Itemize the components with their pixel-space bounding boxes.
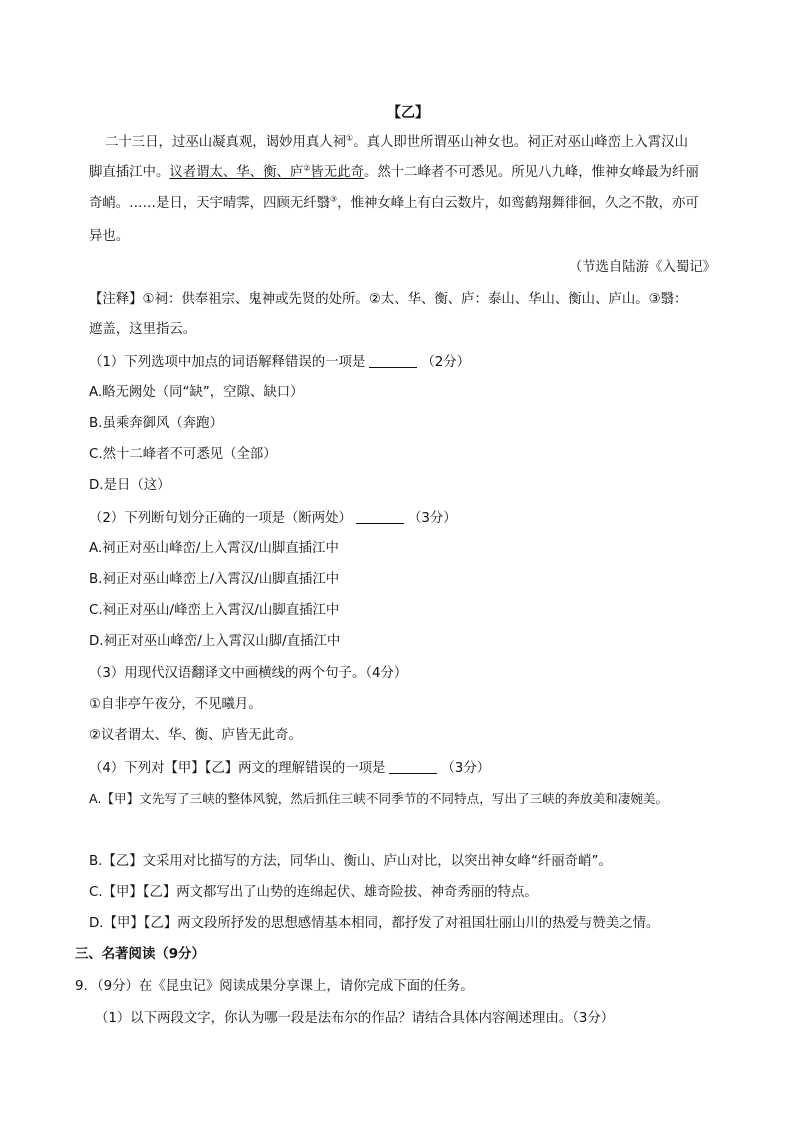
q4-option-b: B.【乙】文采用对比描写的方法，同华山、衡山、庐山对比，以突出神女峰“纤丽奇峭”。 <box>89 854 612 869</box>
q2-option-d: D.祠正对巫山峰峦/上入霄汉山脚/直插江中 <box>89 634 341 649</box>
q2-option-b: B.祠正对巫山峰峦上/入霄汉/山脚直插江中 <box>89 572 340 587</box>
passage-line-3: 奇峭。……是日，天宇晴霁，四顾无纤翳③，惟神女峰上有白云数片，如鸾鹤翔舞徘徊，久之不散，亦可 <box>89 194 699 211</box>
q2-option-c: C.祠正对巫山/峰峦上入霄汉/山脚直插江中 <box>89 603 340 618</box>
passage-line-2: 脚直插江中。议者谓太、华、衡、庐②皆无此奇。然十二峰者不可悉见。所见八九峰，惟神女峰最为纤丽 <box>89 163 699 180</box>
source-citation: （节选自陆游《入蜀记》 <box>568 260 716 275</box>
underlined-sentence: 议者谓太、华、衡、庐②皆无此奇 <box>169 163 364 180</box>
q1-option-d: D.是日（这） <box>89 478 171 493</box>
q2-answer-blank[interactable] <box>356 509 404 524</box>
q1-stem: （1）下列选项中加点的词语解释错误的一项是 （2分） <box>89 355 471 370</box>
q4-option-d: D.【甲】【乙】两文段所抒发的思想感情基本相同，都抒发了对祖国壮丽山川的热爱与赞美之情。 <box>89 916 660 931</box>
q4-answer-blank[interactable] <box>389 759 437 774</box>
q1-answer-blank[interactable] <box>369 353 417 368</box>
section3-heading: 三、名著阅读（9分） <box>75 947 205 962</box>
passage-line-1: 二十三日，过巫山凝真观，谒妙用真人祠①。真人即世所谓巫山神女也。祠正对巫山峰峦上入霄汉山 <box>105 133 688 150</box>
q1-option-c: C.然十二峰者不可悉见（全部） <box>89 447 277 462</box>
q4-option-a: A.【甲】文先写了三峡的整体风貌，然后抓住三峡不同季节的不同特点，写出了三峡的奔放美和凄婉美。 <box>89 791 669 806</box>
section-title: 【乙】 <box>387 105 429 121</box>
q1-option-b: B.虽乘奔御风（奔跑） <box>89 416 223 431</box>
q4-option-c: C.【甲】【乙】两文都写出了山势的连绵起伏、雄奇险拔、神奇秀丽的特点。 <box>89 885 538 900</box>
q3-item-2: ②议者谓太、华、衡、庐皆无此奇。 <box>89 728 302 743</box>
q2-stem: （2）下列断句划分正确的一项是（断两处） （3分） <box>89 511 457 526</box>
q3-stem: （3）用现代汉语翻译文中画横线的两个句子。（4分） <box>89 666 408 681</box>
question-9-1: （1）以下两段文字，你认为哪一段是法布尔的作品？请结合具体内容阐述理由。（3分） <box>95 1011 615 1026</box>
q2-option-a: A.祠正对巫山峰峦/上入霄汉/山脚直插江中 <box>89 541 339 556</box>
notes-line-2: 遮盖，这里指云。 <box>89 322 197 337</box>
note-mark-3: ③ <box>330 194 338 204</box>
passage-line-4: 异也。 <box>89 229 130 244</box>
q1-option-a: A.略无阙处（同“缺”，空隙、缺口） <box>89 385 304 400</box>
note-mark-2: ② <box>303 163 311 173</box>
q4-stem: （4）下列对【甲】【乙】两文的理解错误的一项是 （3分） <box>89 761 491 776</box>
notes-line-1: 【注释】①祠：供奉祖宗、鬼神或先贤的处所。②太、华、衡、庐：泰山、华山、衡山、庐山。③翳： <box>89 292 688 307</box>
q3-item-1: ①自非亭午夜分，不见曦月。 <box>89 697 262 712</box>
question-9: 9．（9分）在《昆虫记》阅读成果分享课上，请你完成下面的任务。 <box>75 979 474 994</box>
note-mark-1: ① <box>346 133 354 143</box>
